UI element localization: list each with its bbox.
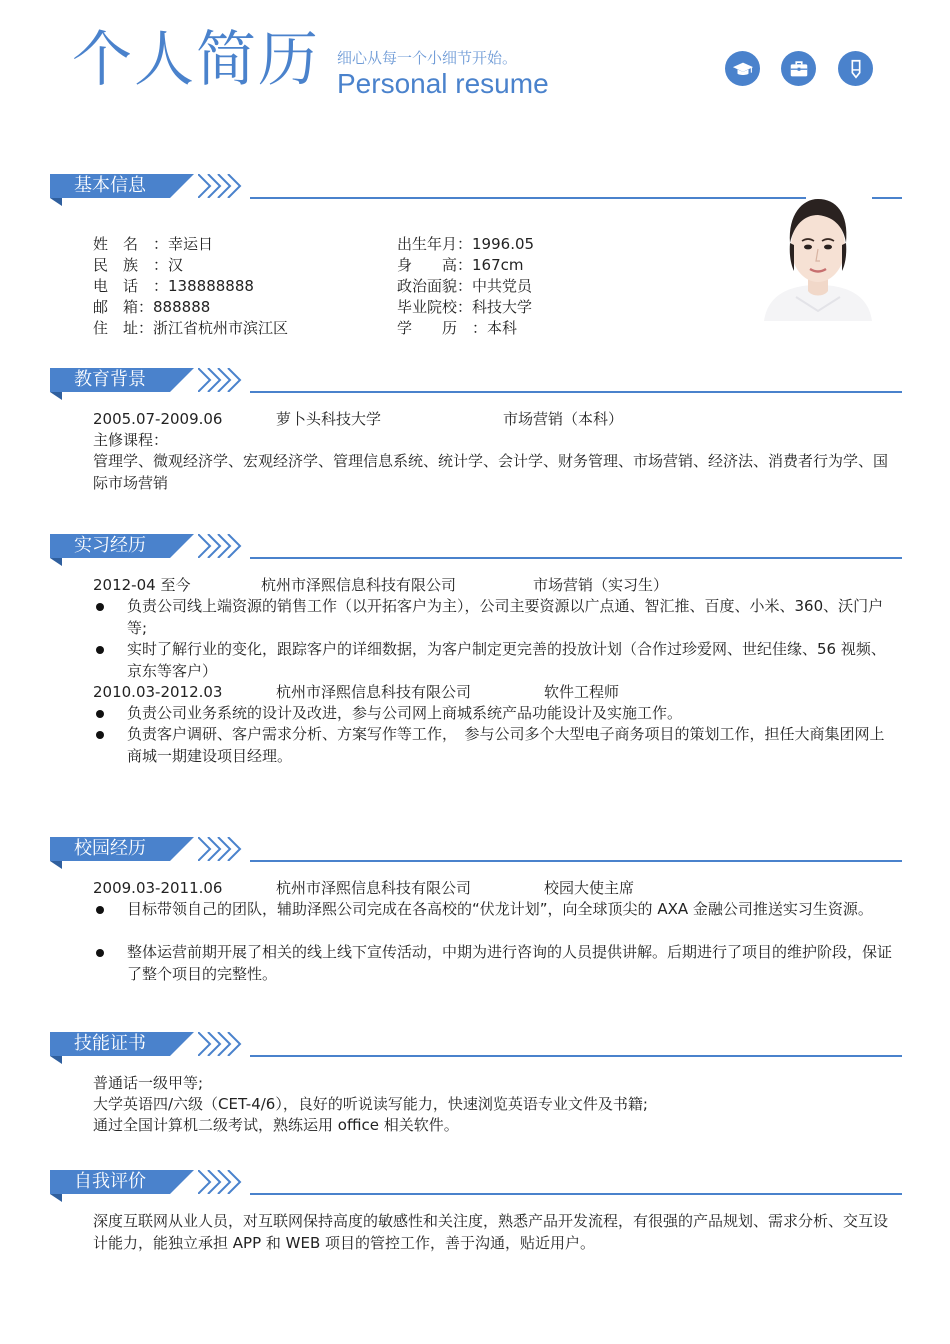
job-period: 2012-04 至今 bbox=[93, 576, 191, 594]
briefcase-icon bbox=[781, 51, 816, 86]
info-height: 身 高：167cm bbox=[397, 256, 524, 274]
section-basic-info-header bbox=[50, 174, 902, 204]
list-item: 负责公司业务系统的设计及改进，参与公司网上商城系统产品功能设计及实施工作。 bbox=[92, 703, 892, 725]
info-email: 邮 箱：888888 bbox=[93, 298, 211, 316]
list-item: 实时了解行业的变化，跟踪客户的详细数据，为客户制定更完善的投放计划（合作过珍爱网、世纪佳缘、56 视频、京东等客户） bbox=[92, 639, 892, 682]
skill-line: 大学英语四/六级（CET-4/6），良好的听说读写能力，快速浏览英语专业文件及书籍; bbox=[93, 1095, 648, 1113]
edu-courses-label: 主修课程： bbox=[93, 431, 169, 449]
info-name: 姓 名 ：幸运日 bbox=[93, 235, 214, 253]
section-title: 教育背景 bbox=[74, 369, 146, 390]
job-period: 2010.03-2012.03 bbox=[93, 683, 223, 701]
job-company: 杭州市泽熙信息科技有限公司 bbox=[276, 683, 472, 701]
self-evaluation-text: 深度互联网从业人员，对互联网保持高度的敏感性和关注度，熟悉产品开发流程，有很强的产品规划、需求分析、交互设计能力，能独立承担 APP 和 WEB 项目的管控工作，善于沟通，贴近用户。 bbox=[93, 1212, 889, 1252]
section-title: 基本信息 bbox=[74, 175, 146, 196]
list-item: 负责客户调研、客户需求分析、方案写作等工作， 参与公司多个大型电子商务项目的策划工作，担任大商集团网上商城一期建设项目经理。 bbox=[92, 724, 892, 767]
skill-line: 通过全国计算机二级考试，熟练运用 office 相关软件。 bbox=[93, 1116, 459, 1134]
section-title: 实习经历 bbox=[74, 535, 146, 556]
skill-line: 普通话一级甲等; bbox=[93, 1074, 204, 1092]
edu-major: 市场营销（本科） bbox=[503, 410, 624, 428]
edu-period: 2005.07-2009.06 bbox=[93, 410, 223, 428]
campus-company: 杭州市泽熙信息科技有限公司 bbox=[276, 879, 472, 897]
list-item: 整体运营前期开展了相关的线上线下宣传活动，中期为进行咨询的人员提供讲解。后期进行了项目的维护阶段，保证了整个项目的完整性。 bbox=[92, 942, 892, 985]
job-company: 杭州市泽熙信息科技有限公司 bbox=[261, 576, 457, 594]
english-title: Personal resume bbox=[337, 68, 549, 99]
edu-courses: 管理学、微观经济学、宏观经济学、管理信息系统、统计学、会计学、财务管理、市场营销、经济法、消费者行为学、国际市场营销 bbox=[93, 452, 889, 492]
campus-period: 2009.03-2011.06 bbox=[93, 879, 223, 897]
info-address: 住 址：浙江省杭州市滨江区 bbox=[93, 319, 289, 337]
pencil-icon bbox=[838, 51, 873, 86]
info-birth: 出生年月：1996.05 bbox=[397, 235, 535, 253]
section-title: 自我评价 bbox=[74, 1171, 146, 1192]
section-title: 技能证书 bbox=[74, 1033, 146, 1054]
section-education-header bbox=[50, 368, 902, 398]
section-title: 校园经历 bbox=[74, 838, 146, 859]
info-school: 毕业院校：科技大学 bbox=[397, 298, 533, 316]
list-item: 负责公司线上端资源的销售工作（以开拓客户为主），公司主要资源以广点通、智汇推、百度、小米、360、沃门户等; bbox=[92, 596, 892, 639]
section-campus-header bbox=[50, 837, 902, 867]
resume-title: 个人简历 bbox=[72, 25, 320, 95]
info-phone: 电 话 ：138888888 bbox=[93, 277, 254, 295]
info-degree: 学 历 ：本科 bbox=[397, 319, 518, 337]
job-role: 市场营销（实习生） bbox=[533, 576, 669, 594]
info-ethnicity: 民 族 ：汉 bbox=[93, 256, 184, 274]
slogan: 细心从每一个小细节开始。 bbox=[337, 49, 518, 67]
edu-school: 萝卜头科技大学 bbox=[276, 410, 382, 428]
job-role: 软件工程师 bbox=[544, 683, 620, 701]
section-skills-header bbox=[50, 1032, 902, 1062]
profile-photo bbox=[756, 185, 880, 321]
section-self-eval-header bbox=[50, 1170, 902, 1200]
list-item: 目标带领自己的团队，辅助泽熙公司完成在各高校的“伏龙计划”，向全球顶尖的 AXA 金融公司推送实习生资源。 bbox=[92, 899, 892, 921]
campus-role: 校园大使主席 bbox=[544, 879, 635, 897]
info-political: 政治面貌：中共党员 bbox=[397, 277, 533, 295]
section-internship-header bbox=[50, 534, 902, 564]
graduation-cap-icon bbox=[725, 51, 760, 86]
